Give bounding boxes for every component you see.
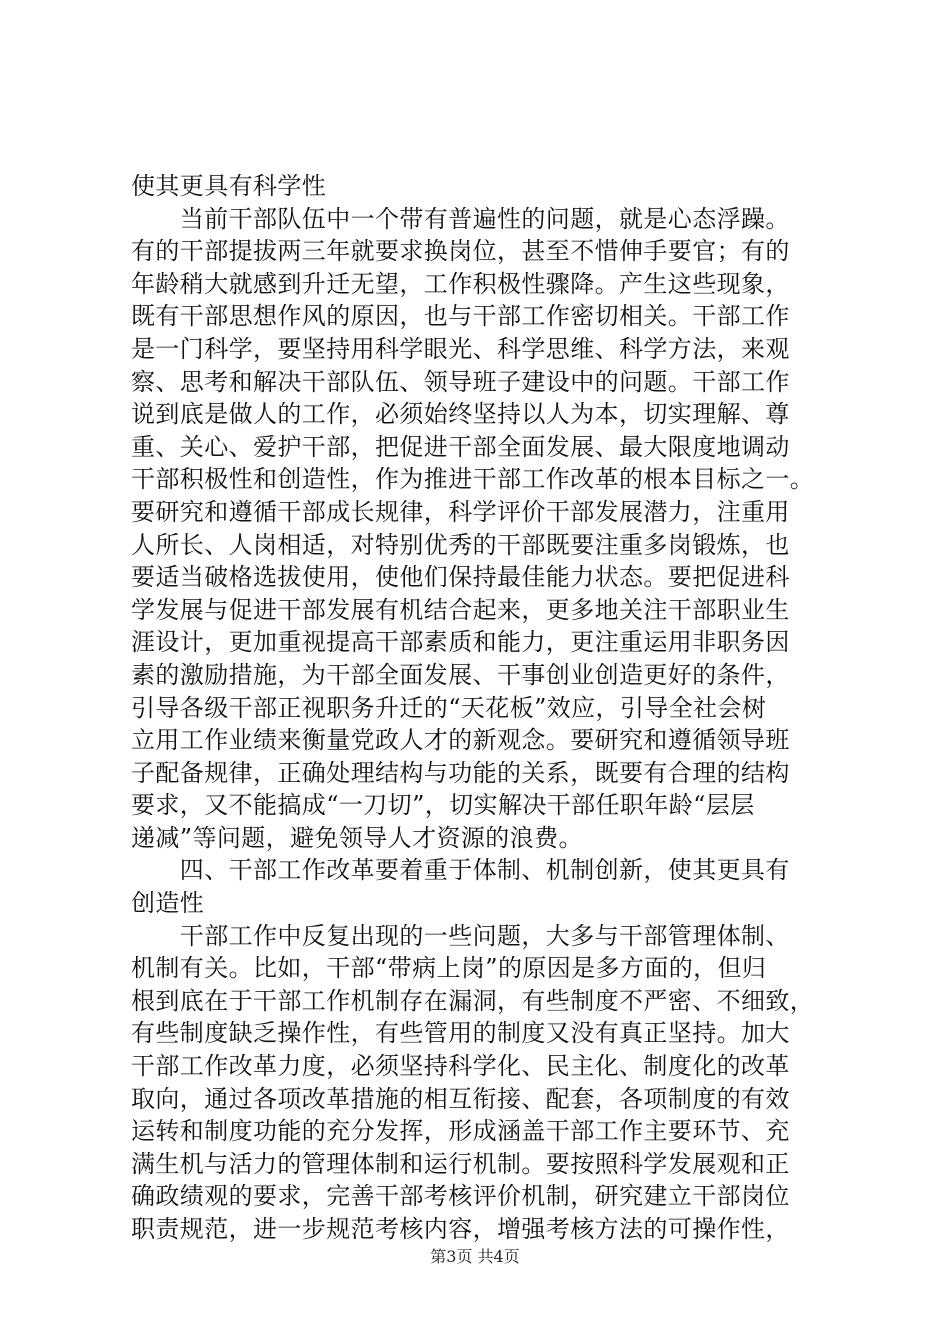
text-line: 运转和制度功能的充分发挥，形成涵盖干部工作主要环节、充: [131, 1117, 790, 1146]
text-line: 干部工作中反复出现的一些问题，大多与干部管理体制、: [131, 921, 790, 950]
text-line: 既有干部思想作风的原因，也与干部工作密切相关。干部工作: [131, 302, 790, 331]
text-line: 满生机与活力的管理体制和运行机制。要按照科学发展观和正: [131, 1149, 790, 1178]
text-line: 创造性: [131, 889, 205, 918]
text-line: 递减”等问题，避免领导人才资源的浪费。: [131, 823, 583, 852]
text-line: 使其更具有科学性: [131, 172, 327, 200]
page-footer: 第3页 共4页: [430, 1247, 520, 1266]
text-line: 要求，又不能搞成“一刀切”，切实解决干部任职年龄“层层: [131, 791, 755, 820]
text-line: 有的干部提拔两三年就要求换岗位，甚至不惜伸手要官；有的: [131, 237, 790, 266]
text-line: 当前干部队伍中一个带有普遍性的问题，就是心态浮躁。: [131, 204, 790, 233]
text-line: 干部积极性和创造性，作为推进干部工作改革的根本目标之一。: [131, 465, 815, 494]
text-line: 是一门科学，要坚持用科学眼光、科学思维、科学方法，来观: [131, 334, 790, 363]
text-line: 素的激励措施，为干部全面发展、干事创业创造更好的条件，: [131, 660, 790, 689]
text-line: 立用工作业绩来衡量党政人才的新观念。要研究和遵循领导班: [131, 726, 790, 755]
text-line: 职责规范，进一步规范考核内容，增强考核方法的可操作性，: [131, 1215, 790, 1243]
text-line: 根到底在于干部工作机制存在漏洞，有些制度不严密、不细致，: [131, 986, 815, 1015]
text-line: 子配备规律，正确处理结构与功能的关系，既要有合理的结构: [131, 758, 790, 787]
text-line: 机制有关。比如，干部“带病上岗”的原因是多方面的，但归: [131, 954, 767, 983]
text-line: 引导各级干部正视职务升迁的“天花板”效应，引导全社会树: [131, 693, 767, 722]
text-line: 要研究和遵循干部成长规律，科学评价干部发展潜力，注重用: [131, 497, 790, 526]
text-line: 人所长、人岗相适，对特别优秀的干部既要注重多岗锻炼，也: [131, 530, 790, 559]
text-line: 要适当破格选拔使用，使他们保持最佳能力状态。要把促进科: [131, 563, 790, 592]
text-line: 取向，通过各项改革措施的相互衔接、配套，各项制度的有效: [131, 1084, 790, 1113]
text-line: 年龄稍大就感到升迁无望，工作积极性骤降。产生这些现象，: [131, 269, 790, 298]
text-line: 干部工作改革力度，必须坚持科学化、民主化、制度化的改革: [131, 1052, 790, 1081]
text-line: 有些制度缺乏操作性，有些管用的制度又没有真正坚持。加大: [131, 1019, 790, 1048]
document-body: [131, 170, 837, 1246]
text-line: 学发展与促进干部发展有机结合起来，更多地关注干部职业生: [131, 595, 790, 624]
text-line: 察、思考和解决干部队伍、领导班子建设中的问题。干部工作: [131, 367, 790, 396]
text-line: 确政绩观的要求，完善干部考核评价机制，研究建立干部岗位: [131, 1182, 790, 1211]
text-line: 说到底是做人的工作，必须始终坚持以人为本，切实理解、尊: [131, 400, 790, 429]
text-line: 重、关心、爱护干部，把促进干部全面发展、最大限度地调动: [131, 432, 790, 461]
text-line: 四、干部工作改革要着重于体制、机制创新，使其更具有: [131, 856, 790, 885]
text-line: 涯设计，更加重视提高干部素质和能力，更注重运用非职务因: [131, 628, 790, 657]
